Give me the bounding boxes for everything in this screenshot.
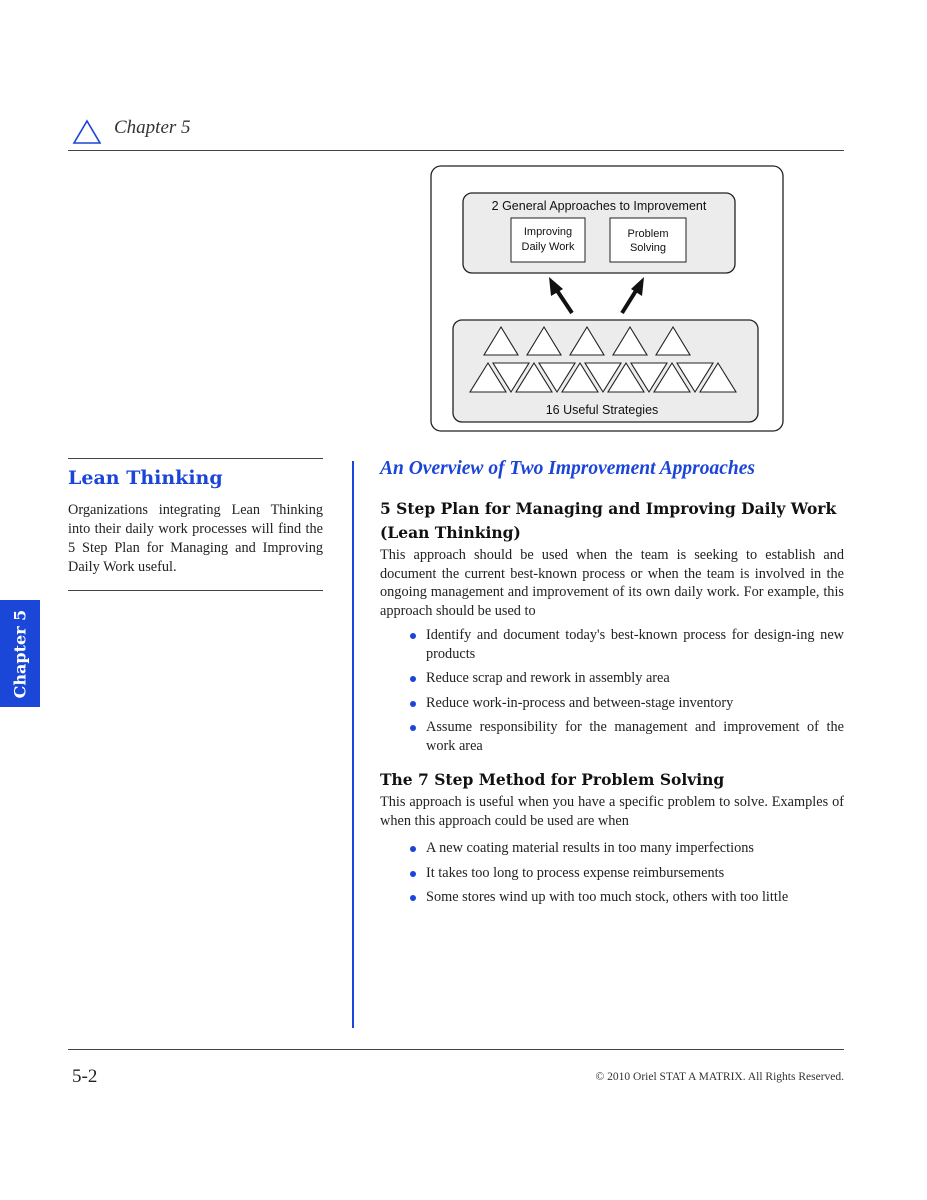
section1-paragraph: This approach should be used when the team is seeking to establish and document the current best-known process or when the team is involved in the ongoing management and improvement of its own daily work. For example, this approach should be used to [380, 547, 844, 619]
problem-solving-label-2: Solving [629, 242, 667, 254]
section2-heading: The 7 Step Method for Problem Solving [380, 770, 725, 789]
bullet-icon [410, 701, 416, 707]
list-item: Reduce work-in-process and between-stage inventory [407, 694, 844, 713]
page-number: 5-2 [72, 1066, 98, 1087]
bullet-icon [410, 676, 416, 682]
chapter-header: Chapter 5 [114, 117, 191, 138]
footer-divider [68, 1049, 844, 1050]
bullet-icon [410, 895, 416, 901]
list-item: It takes too long to process expense reimbursements [407, 864, 844, 883]
section1-bullet-list [380, 626, 844, 755]
bullet-icon [410, 633, 416, 639]
sidebar-title: Lean Thinking [68, 467, 223, 489]
improvement-approaches-diagram [430, 165, 784, 432]
sidebar-divider-bottom [68, 590, 323, 591]
improving-daily-work-box [511, 218, 585, 262]
bullet-icon [410, 871, 416, 877]
strategies-box-label: 16 Useful Strategies [545, 403, 659, 417]
list-item: Some stores wind up with too much stock, others with too little [407, 888, 844, 907]
section2-bullet-list [380, 839, 844, 907]
copyright-notice: © 2010 Oriel STAT A MATRIX. All Rights Reserved. [595, 1071, 844, 1083]
list-item: Identify and document today's best-known process for design-ing new products [407, 626, 844, 663]
column-divider [352, 461, 354, 1028]
list-item: Reduce scrap and rework in assembly area [407, 669, 844, 688]
improving-daily-work-label-2: Daily Work [521, 241, 575, 253]
triangle-outline-icon [72, 118, 102, 146]
main-content [380, 458, 844, 907]
bullet-icon [410, 725, 416, 731]
list-item: Assume responsibility for the management and improvement of the work area [407, 718, 844, 755]
sidebar-body: Organizations integrating Lean Thinking into their daily work processes will find the 5 Step Plan for Managing and Improving Daily Work useful. [68, 502, 323, 575]
section2-paragraph: This approach is useful when you have a specific problem to solve. Examples of when this approach could be used are when [380, 794, 844, 829]
bullet-icon [410, 846, 416, 852]
header-divider [68, 150, 844, 151]
sidebar-divider-top [68, 458, 323, 459]
list-item: A new coating material results in too many imperfections [407, 839, 844, 858]
section-title: An Overview of Two Improvement Approaches [380, 458, 755, 479]
improving-daily-work-label-1: Improving [523, 226, 573, 238]
section1-heading: 5 Step Plan for Managing and Improving Daily Work (Lean Thinking) [380, 499, 837, 542]
problem-solving-box [610, 218, 686, 262]
approaches-box-title: 2 General Approaches to Improvement [491, 199, 707, 213]
chapter-tab-label: Chapter 5 [10, 609, 30, 699]
problem-solving-label-1: Problem [627, 228, 669, 240]
